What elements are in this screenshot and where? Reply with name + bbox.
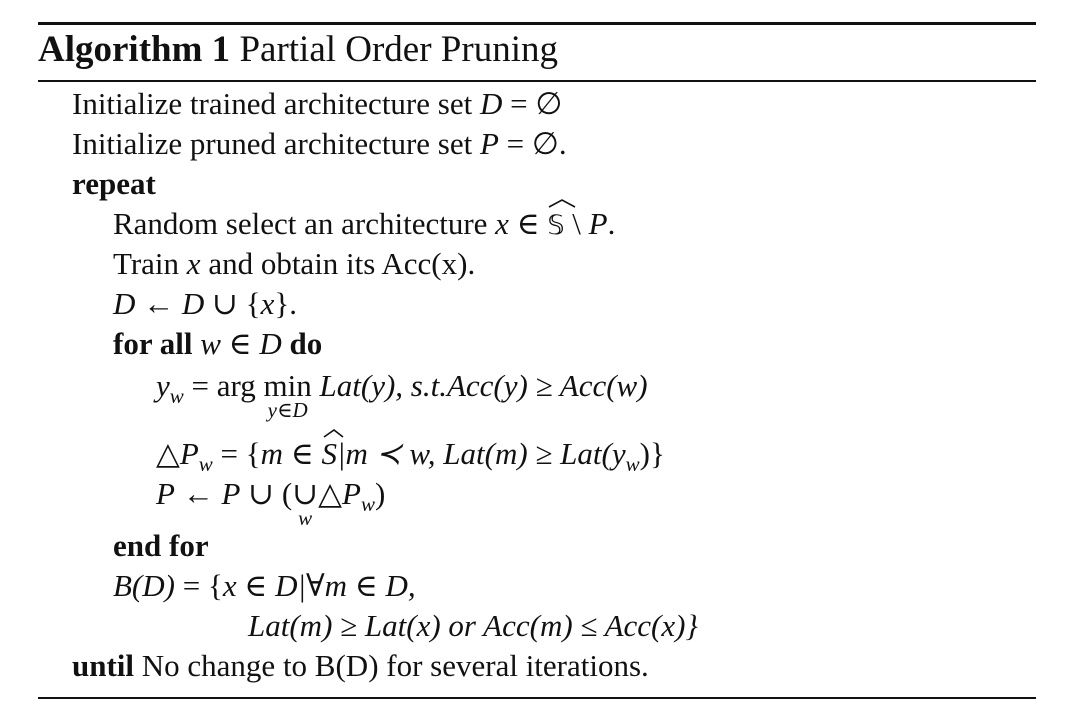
line-delta-p: $\triangle P_w = \{m$ ∈ S|m ≺ w, $Lat(m) \ge Lat(y_w)$} [156, 436, 665, 475]
line-train: Train x and obtain its Acc(x). [113, 246, 476, 281]
line-random-select: Random select an architecture x ∈ 𝕊 \ P. [113, 206, 615, 244]
bottom-rule [38, 697, 1036, 699]
line-init-trained: Initialize trained architecture set D = ∅ [72, 86, 563, 121]
line-p-update: P ← P ∪ ( ∪ w $\triangle P_w$) [156, 476, 386, 530]
line-bd-continuation: Lat(m) ≥ Lat(x) or Acc(m) ≤ Acc(x)} [248, 608, 698, 643]
algorithm-title: Partial Order Pruning [239, 29, 558, 70]
line-bd-def: B(D) = {x ∈ D|∀m ∈ D, [113, 568, 416, 603]
algorithm-header [38, 26, 558, 74]
keyword-for-all: for all [113, 326, 193, 361]
keyword-do: do [289, 326, 323, 361]
line-update-d: D ← D ∪ {x}. [113, 286, 298, 321]
hat-s-italic-symbol: S [322, 436, 338, 472]
header-rule [38, 80, 1036, 82]
line-for-all: for all w ∈ D do [113, 326, 323, 361]
algorithm-number: Algorithm 1 [38, 29, 231, 70]
top-rule [38, 22, 1036, 25]
min-operator: min y∈D [263, 368, 312, 422]
line-repeat [72, 166, 156, 202]
keyword-repeat: repeat [72, 166, 156, 201]
keyword-until: until [72, 648, 135, 683]
line-init-pruned: Initialize pruned architecture set P = ∅. [72, 126, 567, 161]
line-end-for [113, 528, 209, 564]
hat-s-symbol: 𝕊 [547, 206, 564, 244]
bigcup-operator: ∪ w [292, 476, 319, 530]
line-until: until No change to B(D) for several iterations. [72, 648, 649, 683]
line-yw-argmin: $y_w$ = arg min y∈D Lat(y), s.t.Acc(y) ≥ Acc(w) [156, 368, 648, 422]
keyword-end-for: end for [113, 528, 209, 563]
